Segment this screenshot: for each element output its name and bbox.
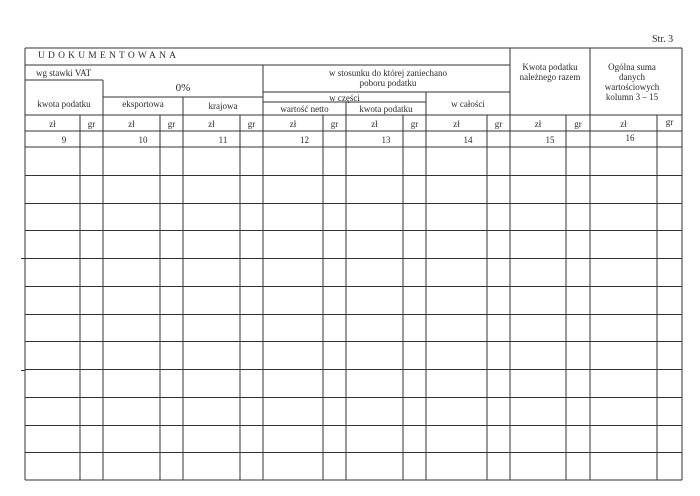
unit-zl: zł xyxy=(49,119,56,129)
unit-zl: zł xyxy=(128,119,135,129)
unit-zl: zł xyxy=(534,119,542,129)
export-header: eksportowa xyxy=(122,99,164,109)
unit-gr: gr xyxy=(410,119,419,129)
tax-amount-header: kwota podatku xyxy=(37,99,91,109)
domestic-header: krajowa xyxy=(208,101,238,111)
unit-zl: zł xyxy=(620,119,627,129)
in-part-header: w części xyxy=(329,93,360,103)
column-number: 12 xyxy=(300,135,309,145)
unit-gr: gr xyxy=(574,119,582,129)
tax-amount-part-header: kwota podatku xyxy=(359,104,413,114)
unit-gr: gr xyxy=(167,119,176,129)
entry-rows-area[interactable] xyxy=(25,146,682,480)
column-number: 13 xyxy=(381,135,391,145)
column-number: 11 xyxy=(218,135,228,145)
column-number: 9 xyxy=(61,135,67,145)
vat-rate-value: 0% xyxy=(175,82,191,94)
unit-gr: gr xyxy=(330,119,339,129)
page-number: Str. 3 xyxy=(652,34,674,45)
total-header: Ogólna suma danych wartościowych kolumn 3 – 15 xyxy=(604,62,660,102)
unit-gr: gr xyxy=(247,119,256,129)
unit-zl: zł xyxy=(208,119,215,129)
column-number: 10 xyxy=(138,135,148,145)
vat-rate-label: wg stawki VAT xyxy=(36,68,92,78)
unit-gr: gr xyxy=(665,117,674,127)
not-collected-header: w stosunku do której zaniechano poboru podatku xyxy=(329,68,447,88)
net-value-header: wartość netto xyxy=(280,104,329,114)
unit-zl: zł xyxy=(453,119,460,129)
column-number: 15 xyxy=(545,135,555,145)
form-title: UDOKUMENTOWANA xyxy=(38,51,180,61)
column-number: 16 xyxy=(625,133,635,143)
due-tax-header: Kwota podatku należnego razem xyxy=(519,62,581,82)
column-number: 14 xyxy=(463,135,473,145)
unit-zl: zł xyxy=(371,119,378,129)
unit-zl: zł xyxy=(289,119,297,129)
unit-gr: gr xyxy=(87,119,96,129)
in-whole-header: w całości xyxy=(451,99,485,109)
unit-gr: gr xyxy=(494,119,503,129)
